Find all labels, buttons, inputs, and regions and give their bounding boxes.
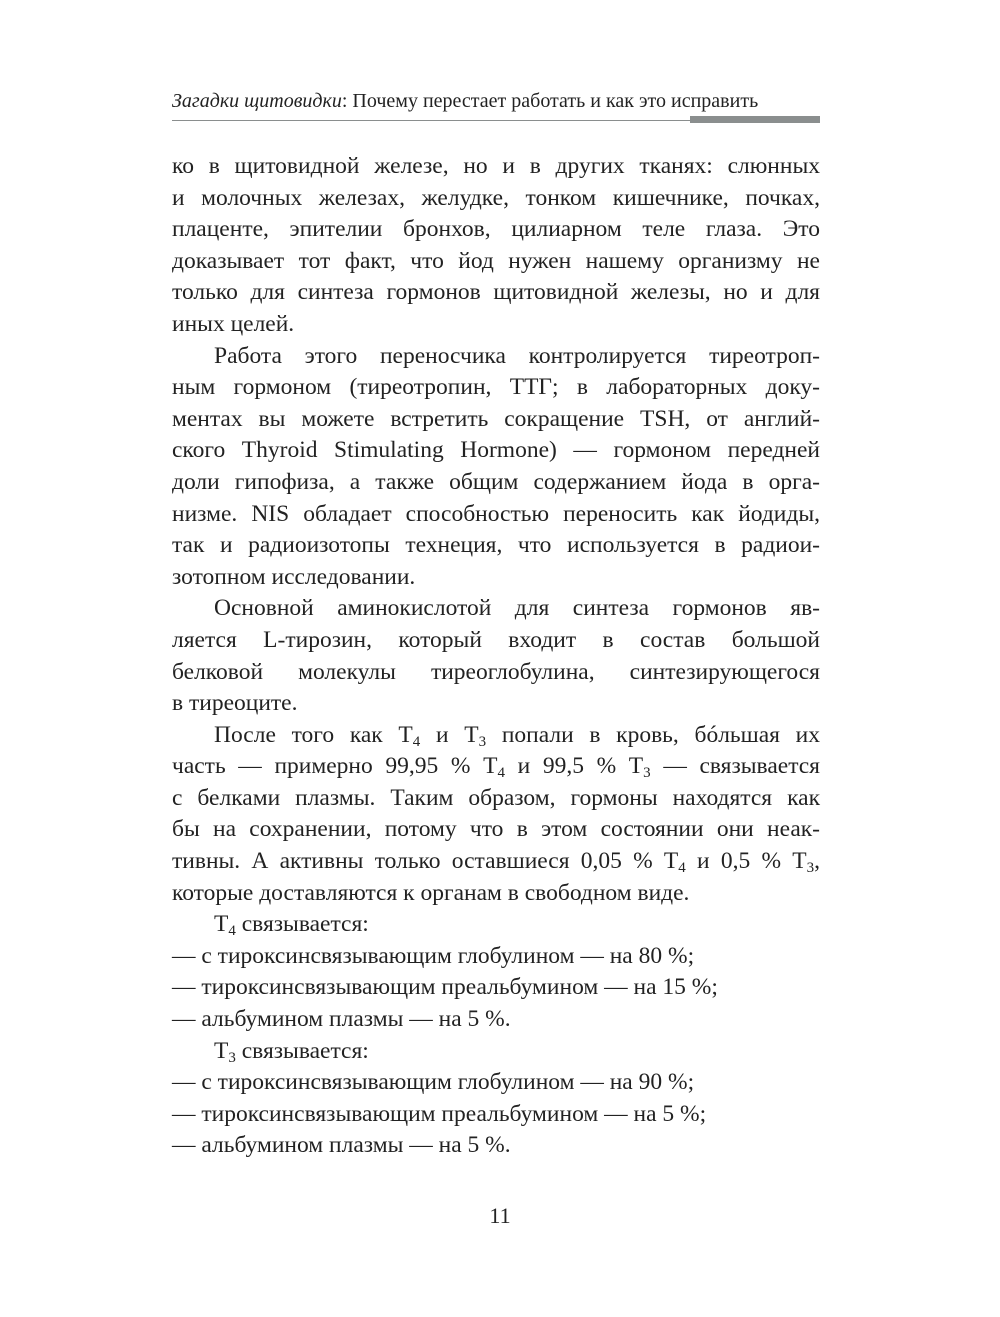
text-run: тивны. А активны только оставшиеся 0,05 % T xyxy=(172,848,679,875)
text-line: ко в щитовидной железе, но и в других тканях: слюнных xyxy=(172,153,820,179)
subscript: 3 xyxy=(806,860,815,877)
text-run: и T xyxy=(420,721,479,748)
subscript: 3 xyxy=(228,1049,236,1066)
paragraph-4 xyxy=(172,720,820,910)
text-line: так и радиоизотопы технеция, что используется в радиои- xyxy=(172,532,820,559)
list-item: — альбумином плазмы — на 5 %. xyxy=(172,1006,511,1033)
list-item: — альбумином плазмы — на 5 %. xyxy=(172,1132,511,1159)
t3-binding-list xyxy=(172,1036,820,1162)
subscript: 4 xyxy=(497,765,505,782)
text-line: Основной аминокислотой для синтеза гормонов яв- xyxy=(214,595,820,622)
text-run: T xyxy=(214,911,229,938)
text-run: часть — примерно 99,95 % T xyxy=(172,753,498,780)
list-item: — тироксинсвязывающим преальбумином — на 5 %; xyxy=(172,1100,707,1127)
paragraph-2 xyxy=(172,341,820,594)
text-run: связывается: xyxy=(235,1037,369,1064)
subscript: 4 xyxy=(228,923,236,940)
list-lead xyxy=(172,909,820,941)
text-line: Работа этого переносчика контролируется тиреотроп- xyxy=(214,342,820,369)
text-line: зотопном исследовании. xyxy=(172,563,416,590)
subscript: 4 xyxy=(412,733,421,750)
text-run: и 99,5 % T xyxy=(504,753,644,780)
text-run: — связывается xyxy=(650,753,820,780)
text-run: связывается: xyxy=(235,911,369,938)
paragraph-3 xyxy=(172,593,820,719)
text-line: ского Thyroid Stimulating Hormone) — гормоном передней xyxy=(172,437,820,464)
text-run: , xyxy=(814,848,820,875)
text-line: плаценте, эпителии бронхов, цилиарном теле глаза. Это xyxy=(172,216,820,243)
header-title-italic: Загадки щитовидки xyxy=(172,90,342,112)
text-line: бы на сохранении, потому что в этом состоянии они неак- xyxy=(172,816,820,843)
subscript: 3 xyxy=(643,765,651,782)
text-line: доли гипофиза, а также общим содержанием йода в орга- xyxy=(172,468,820,495)
running-header xyxy=(172,88,820,114)
text-run: попали в кровь, бóльшая их xyxy=(486,721,820,748)
list-item: — с тироксинсвязывающим глобулином — на 80 %; xyxy=(172,942,695,969)
text-line xyxy=(172,751,820,783)
text-line: иных целей. xyxy=(172,310,295,337)
text-run: После того как T xyxy=(214,721,413,748)
text-line: ным гормоном (тиреотропин, ТТГ; в лабораторных доку- xyxy=(172,374,820,401)
text-line xyxy=(172,720,820,752)
text-line: ляется L-тирозин, который входит в состав большой xyxy=(172,626,820,653)
text-line: низме. NIS обладает способностью переносить как йодиды, xyxy=(172,500,820,527)
header-title-rest: : Почему перестает работать и как это исправить xyxy=(341,90,759,112)
text-run: и 0,5 % T xyxy=(685,848,807,875)
subscript: 4 xyxy=(678,860,686,877)
text-line: белковой молекулы тиреоглобулина, синтезирующегося xyxy=(172,658,820,685)
text-line xyxy=(172,846,820,878)
t4-binding-list xyxy=(172,909,820,1035)
paragraph-1 xyxy=(172,151,820,341)
page-number: 11 xyxy=(489,1203,511,1228)
list-lead xyxy=(172,1036,820,1068)
text-line: с белками плазмы. Таким образом, гормоны находятся как xyxy=(172,784,820,811)
text-line: и молочных железах, желудке, тонком кишечнике, почках, xyxy=(172,184,820,211)
text-line: в тиреоците. xyxy=(172,690,298,717)
text-line: только для синтеза гормонов щитовидной железы, но и для xyxy=(172,279,820,306)
text-line: доказывает тот факт, что йод нужен нашему организму не xyxy=(172,247,820,274)
header-rule-accent xyxy=(690,116,820,123)
list-item: — с тироксинсвязывающим глобулином — на 90 %; xyxy=(172,1069,695,1096)
subscript: 3 xyxy=(478,733,487,750)
text-line: ментах вы можете встретить сокращение TSH, от англий- xyxy=(172,405,820,432)
text-run: T xyxy=(214,1037,229,1064)
text-line: которые доставляются к органам в свободном виде. xyxy=(172,879,690,906)
page-body xyxy=(172,151,820,1162)
list-item: — тироксинсвязывающим преальбумином — на 15 %; xyxy=(172,974,718,1001)
